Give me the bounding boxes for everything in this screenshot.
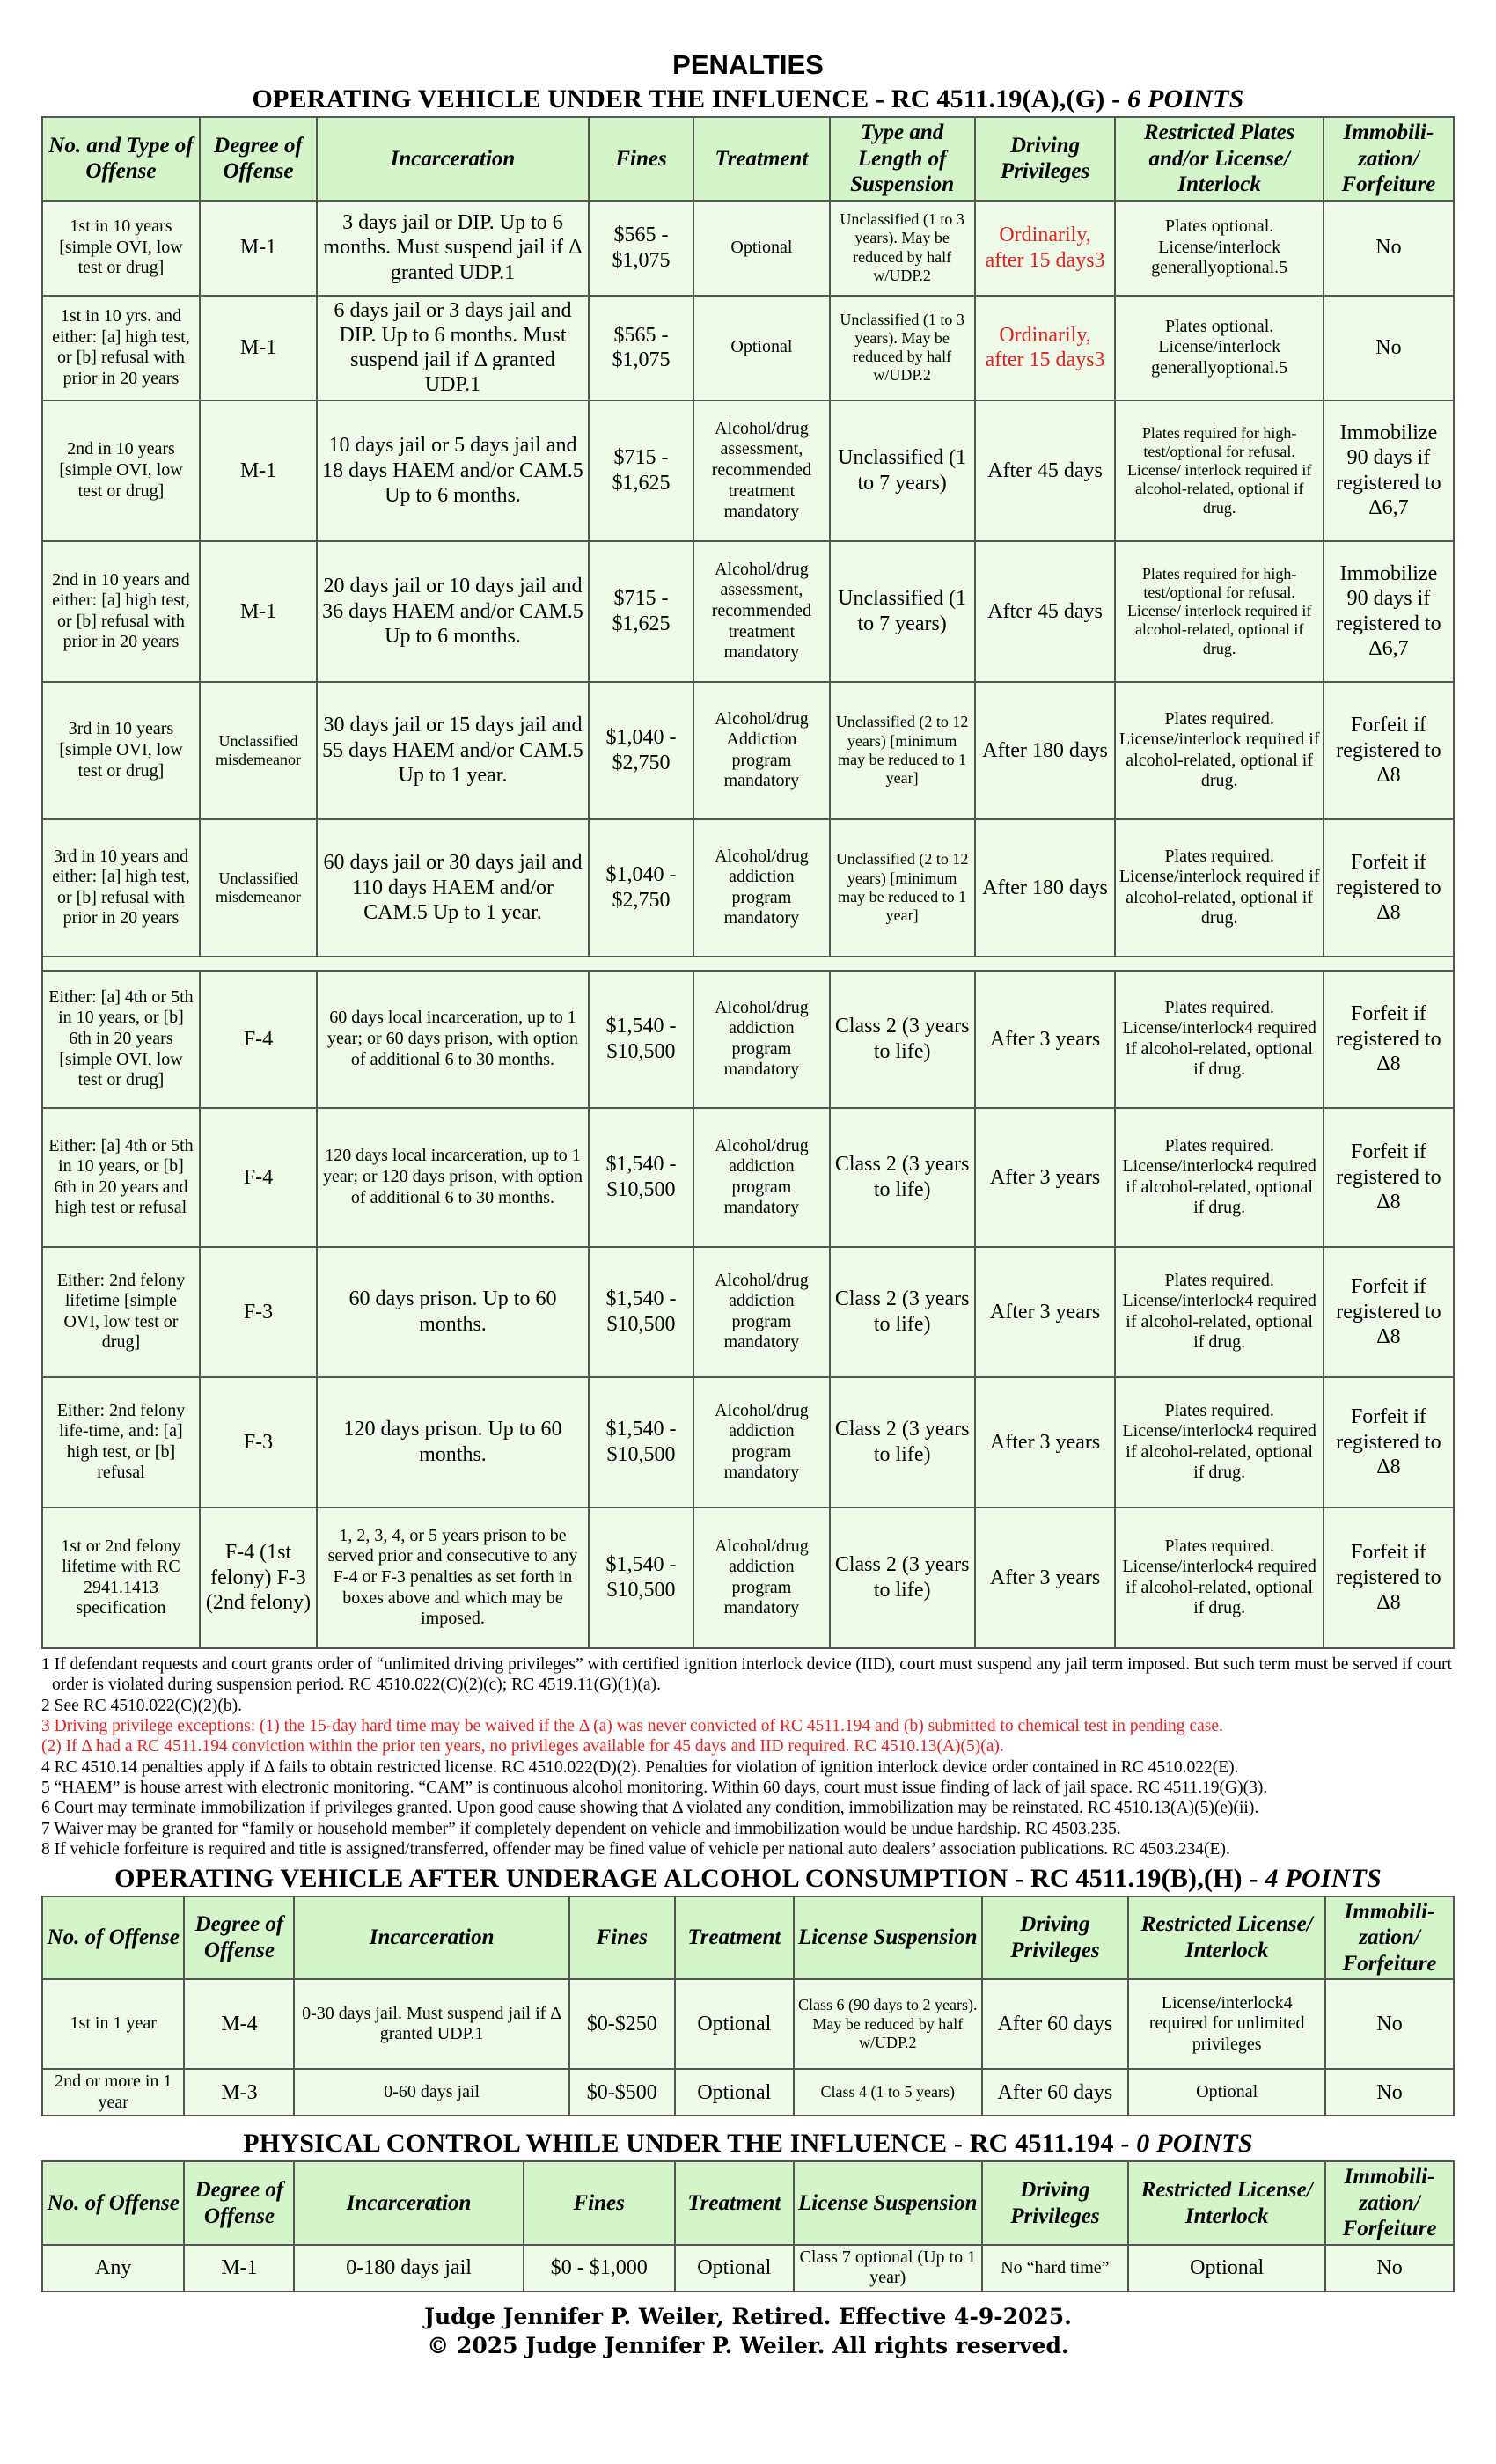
cell-treatment: Optional [675, 2069, 794, 2116]
cell-degree: F-4 (1st felony) F-3 (2nd felony) [200, 1507, 317, 1648]
cell-treatment: Alcohol/drug addiction program mandatory [693, 1507, 829, 1648]
cell-restricted: Optional [1128, 2069, 1325, 2116]
cell-treatment: Optional [693, 296, 829, 400]
cell-incarceration: 3 days jail or DIP. Up to 6 months. Must suspend jail if Δ granted UDP.1 [317, 201, 589, 296]
underage-header-row [42, 1896, 1454, 1980]
cell-incarceration: 0-30 days jail. Must suspend jail if Δ granted UDP.1 [294, 1979, 568, 2069]
header-cell: Degree of Offense [184, 2161, 294, 2245]
header-cell: Fines [524, 2161, 675, 2245]
cell-privileges: After 180 days [975, 682, 1116, 819]
underage-title-text: OPERATING VEHICLE AFTER UNDERAGE ALCOHOL CONSUMPTION - RC 4511.19(B),(H) - [114, 1863, 1265, 1893]
cell-incarceration: 6 days jail or 3 days jail and DIP. Up to 6 months. Must suspend jail if Δ granted UDP.1 [317, 296, 589, 400]
underage-table [41, 1896, 1455, 2117]
cell-suspension: Unclassified (2 to 12 years) [minimum may be reduced to 1 year] [830, 682, 975, 819]
footnote: (2) If Δ had a RC 4511.194 conviction within the prior ten years, no privileges available for 45 days and IID required. RC 4510.13(A)(5)(a). [41, 1737, 1004, 1756]
cell-immob: Forfeit if registered to Δ8 [1324, 971, 1454, 1108]
header-cell: Treatment [675, 2161, 794, 2245]
cell-fines: $0-$250 [569, 1979, 675, 2069]
cell-treatment: Alcohol/drug addiction program mandatory [693, 1377, 829, 1507]
header-cell: Driving Privileges [982, 1896, 1129, 1980]
cell-restricted: Plates required. License/interlock required if alcohol-related, optional if drug. [1115, 682, 1323, 819]
cell-fines: $1,540 - $10,500 [589, 1108, 693, 1247]
footnote: 4 RC 4510.14 penalties apply if Δ fails to obtain restricted license. RC 4510.022(D)(2). Penalties for violation of ignition interlock device order contained in RC 4510.022(E). [41, 1757, 1239, 1777]
footnote: 1 If defendant requests and court grants order of “unlimited driving privileges” with certified ignition interlock device (IID), court must suspend any jail term imposed. But such term must be served if court order is violated during suspension period. RC 4510.022(C)(2)(c); RC 4519.11(G)(1)(a). [41, 1654, 1452, 1695]
cell-privileges: After 3 years [975, 971, 1116, 1108]
cell-treatment: Alcohol/drug Addiction program mandatory [693, 682, 829, 819]
header-cell: No. of Offense [42, 2161, 184, 2245]
cell-restricted: Plates required. License/interlock4 required if alcohol-related, optional if drug. [1115, 1108, 1323, 1247]
ovi-table [41, 116, 1455, 1649]
header-cell: Restricted License/ Interlock [1128, 2161, 1325, 2245]
cell-privileges: After 3 years [975, 1108, 1116, 1247]
cell-immob: No [1325, 2069, 1454, 2116]
table-row [42, 296, 1454, 400]
cell-offense: Either: 2nd felony life-time, and: [a] high test, or [b] refusal [42, 1377, 200, 1507]
cell-degree: M-1 [200, 201, 317, 296]
cell-privileges: Ordinarily, after 15 days3 [975, 201, 1116, 296]
cell-immob: No [1325, 1979, 1454, 2069]
table-row [42, 682, 1454, 819]
physical-title-text: PHYSICAL CONTROL WHILE UNDER THE INFLUENCE - RC 4511.194 - [243, 2129, 1137, 2159]
cell-fines: $1,540 - $10,500 [589, 1507, 693, 1648]
cell-privileges: After 3 years [975, 1247, 1116, 1377]
cell-restricted: Optional [1128, 2245, 1325, 2292]
header-cell: Driving Privileges [975, 117, 1116, 201]
cell-suspension: Unclassified (2 to 12 years) [minimum may be reduced to 1 year] [830, 819, 975, 957]
cell-privileges: After 3 years [975, 1507, 1116, 1648]
cell-incarceration: 1, 2, 3, 4, or 5 years prison to be served prior and consecutive to any F-4 or F-3 penalties as set forth in boxes above and which may be imposed. [317, 1507, 589, 1648]
cell-treatment: Optional [675, 2245, 794, 2292]
cell-suspension: Class 6 (90 days to 2 years). May be reduced by half w/UDP.2 [794, 1979, 982, 2069]
footnote: 3 Driving privilege exceptions: (1) the 15-day hard time may be waived if the Δ (a) was never convicted of RC 4511.194 and (b) submitted to chemical test in pending case. [41, 1716, 1223, 1735]
cell-restricted: Plates optional. License/interlock generallyoptional.5 [1115, 296, 1323, 400]
cell-suspension: Class 2 (3 years to life) [830, 1108, 975, 1247]
cell-suspension: Unclassified (1 to 3 years). May be reduced by half w/UDP.2 [830, 296, 975, 400]
cell-privileges: Ordinarily, after 15 days3 [975, 296, 1116, 400]
cell-restricted: Plates required. License/interlock4 required if alcohol-related, optional if drug. [1115, 1247, 1323, 1377]
cell-fines: $565 - $1,075 [589, 296, 693, 400]
cell-suspension: Unclassified (1 to 7 years) [830, 541, 975, 682]
cell-offense: Any [42, 2245, 184, 2292]
cell-offense: 2nd or more in 1 year [42, 2069, 184, 2116]
cell-treatment: Alcohol/drug addiction program mandatory [693, 1108, 829, 1247]
table-gap [42, 957, 1454, 971]
header-cell: Fines [569, 1896, 675, 1980]
cell-degree: Unclassified misdemeanor [200, 819, 317, 957]
physical-points: 0 POINTS [1136, 2129, 1253, 2159]
cell-suspension: Unclassified (1 to 7 years) [830, 400, 975, 541]
cell-treatment: Alcohol/drug assessment, recommended treatment mandatory [693, 541, 829, 682]
cell-fines: $0 - $1,000 [524, 2245, 675, 2292]
cell-incarceration: 0-60 days jail [294, 2069, 568, 2116]
cell-fines: $1,540 - $10,500 [589, 1377, 693, 1507]
table-row [42, 400, 1454, 541]
cell-fines: $1,540 - $10,500 [589, 1247, 693, 1377]
cell-suspension: Class 2 (3 years to life) [830, 1507, 975, 1648]
copyright-line: © 2025 Judge Jennifer P. Weiler. All rights reserved. [427, 2332, 1069, 2358]
gap-cell [42, 957, 1454, 971]
footnote: 7 Waiver may be granted for “family or household member” if completely dependent on vehicle and immobilization would be undue hardship. RC 4503.235. [41, 1819, 1121, 1838]
cell-degree: F-3 [200, 1377, 317, 1507]
underage-section-title [41, 1864, 1455, 1894]
cell-restricted: Plates optional. License/interlock generallyoptional.5 [1115, 201, 1323, 296]
cell-immob: Forfeit if registered to Δ8 [1324, 1108, 1454, 1247]
footer-line: Judge Jennifer P. Weiler, Retired. Effective 4-9-2025. [424, 2304, 1072, 2330]
table-row [42, 1979, 1454, 2069]
cell-incarceration: 120 days prison. Up to 60 months. [317, 1377, 589, 1507]
cell-immob: No [1324, 201, 1454, 296]
header-cell: No. of Offense [42, 1896, 184, 1980]
cell-offense: Either: [a] 4th or 5th in 10 years, or [b] 6th in 20 years and high test or refusal [42, 1108, 200, 1247]
header-cell: Incarceration [294, 2161, 523, 2245]
cell-offense: 2nd in 10 years and either: [a] high test, or [b] refusal with prior in 20 years [42, 541, 200, 682]
cell-fines: $1,540 - $10,500 [589, 971, 693, 1108]
cell-offense: 1st in 1 year [42, 1979, 184, 2069]
header-cell: License Suspension [794, 2161, 982, 2245]
cell-degree: F-4 [200, 971, 317, 1108]
header-cell: Type and Length of Suspension [830, 117, 975, 201]
ovi-points: 6 POINTS [1127, 84, 1244, 114]
cell-immob: Forfeit if registered to Δ8 [1324, 819, 1454, 957]
cell-immob: No [1325, 2245, 1454, 2292]
cell-degree: M-1 [184, 2245, 294, 2292]
table-row [42, 2245, 1454, 2292]
cell-immob: Forfeit if registered to Δ8 [1324, 1247, 1454, 1377]
physical-section-title [41, 2129, 1455, 2159]
header-cell: Degree of Offense [200, 117, 317, 201]
cell-privileges: After 180 days [975, 819, 1116, 957]
table-row [42, 971, 1454, 1108]
cell-degree: M-1 [200, 541, 317, 682]
cell-fines: $1,040 - $2,750 [589, 682, 693, 819]
header-cell: Driving Privileges [982, 2161, 1129, 2245]
header-cell: Immobili-zation/ Forfeiture [1325, 1896, 1454, 1980]
table-row [42, 541, 1454, 682]
cell-privileges: After 60 days [982, 1979, 1129, 2069]
cell-degree: M-4 [184, 1979, 294, 2069]
header-cell: Immobili-zation/ Forfeiture [1324, 117, 1454, 201]
cell-privileges: After 3 years [975, 1377, 1116, 1507]
cell-degree: Unclassified misdemeanor [200, 682, 317, 819]
header-cell: Restricted License/ Interlock [1128, 1896, 1325, 1980]
table-row [42, 201, 1454, 296]
ovi-header-row [42, 117, 1454, 201]
cell-offense: 1st in 10 years [simple OVI, low test or drug] [42, 201, 200, 296]
ovi-section-title [41, 84, 1455, 114]
cell-immob: Forfeit if registered to Δ8 [1324, 1377, 1454, 1507]
footer [41, 2303, 1455, 2360]
cell-degree: M-1 [200, 296, 317, 400]
table-row [42, 2069, 1454, 2116]
header-cell: Incarceration [294, 1896, 568, 1980]
cell-incarceration: 60 days jail or 30 days jail and 110 days HAEM and/or CAM.5 Up to 1 year. [317, 819, 589, 957]
table-row [42, 819, 1454, 957]
header-cell: Treatment [675, 1896, 794, 1980]
header-cell: Restricted Plates and/or License/ Interlock [1115, 117, 1323, 201]
cell-suspension: Unclassified (1 to 3 years). May be reduced by half w/UDP.2 [830, 201, 975, 296]
cell-treatment: Alcohol/drug addiction program mandatory [693, 819, 829, 957]
cell-offense: Either: [a] 4th or 5th in 10 years, or [b] 6th in 20 years [simple OVI, low test or drug] [42, 971, 200, 1108]
physical-header-row [42, 2161, 1454, 2245]
cell-fines: $715 - $1,625 [589, 541, 693, 682]
footnote: 8 If vehicle forfeiture is required and title is assigned/transferred, offender may be fined value of vehicle per national auto dealers’ association publications. RC 4503.234(E). [41, 1840, 1230, 1859]
cell-incarceration: 20 days jail or 10 days jail and 36 days HAEM and/or CAM.5 Up to 6 months. [317, 541, 589, 682]
cell-treatment: Alcohol/drug addiction program mandatory [693, 1247, 829, 1377]
header-cell: No. and Type of Offense [42, 117, 200, 201]
cell-incarceration: 60 days local incarceration, up to 1 year; or 60 days prison, with option of additional 6 to 30 months. [317, 971, 589, 1108]
cell-offense: 3rd in 10 years and either: [a] high test, or [b] refusal with prior in 20 years [42, 819, 200, 957]
cell-restricted: License/interlock4 required for unlimited privileges [1128, 1979, 1325, 2069]
cell-incarceration: 30 days jail or 15 days jail and 55 days HAEM and/or CAM.5 Up to 1 year. [317, 682, 589, 819]
cell-fines: $0-$500 [569, 2069, 675, 2116]
cell-suspension: Class 4 (1 to 5 years) [794, 2069, 982, 2116]
cell-immob: No [1324, 296, 1454, 400]
physical-table [41, 2160, 1455, 2292]
cell-immob: Forfeit if registered to Δ8 [1324, 1507, 1454, 1648]
cell-offense: 3rd in 10 years [simple OVI, low test or drug] [42, 682, 200, 819]
cell-degree: M-3 [184, 2069, 294, 2116]
ovi-title-text: OPERATING VEHICLE UNDER THE INFLUENCE - RC 4511.19(A),(G) - [252, 84, 1128, 114]
footnote: 5 “HAEM” is house arrest with electronic monitoring. “CAM” is continuous alcohol monitoring. Within 60 days, court must issue finding of lack of jail space. RC 4511.19(G)(3). [41, 1778, 1268, 1798]
cell-suspension: Class 7 optional (Up to 1 year) [794, 2245, 982, 2292]
cell-treatment: Alcohol/drug addiction program mandatory [693, 971, 829, 1108]
table-row [42, 1247, 1454, 1377]
cell-treatment: Optional [675, 1979, 794, 2069]
header-cell: Degree of Offense [184, 1896, 294, 1980]
cell-incarceration: 120 days local incarceration, up to 1 year; or 120 days prison, with option of additional 6 to 30 months. [317, 1108, 589, 1247]
cell-restricted: Plates required. License/interlock4 required if alcohol-related, optional if drug. [1115, 1377, 1323, 1507]
header-cell: Immobili-zation/ Forfeiture [1325, 2161, 1454, 2245]
cell-offense: Either: 2nd felony lifetime [simple OVI, low test or drug] [42, 1247, 200, 1377]
cell-privileges: After 45 days [975, 541, 1116, 682]
cell-privileges: After 45 days [975, 400, 1116, 541]
header-cell: Fines [589, 117, 693, 201]
cell-restricted: Plates required for high-test/optional for refusal. License/ interlock required if alcohol-related, optional if drug. [1115, 400, 1323, 541]
cell-restricted: Plates required for high-test/optional for refusal. License/ interlock required if alcohol-related, optional if drug. [1115, 541, 1323, 682]
cell-offense: 2nd in 10 years [simple OVI, low test or drug] [42, 400, 200, 541]
cell-immob: Forfeit if registered to Δ8 [1324, 682, 1454, 819]
cell-degree: M-1 [200, 400, 317, 541]
cell-privileges: After 60 days [982, 2069, 1129, 2116]
header-cell: Incarceration [317, 117, 589, 201]
cell-fines: $565 - $1,075 [589, 201, 693, 296]
cell-degree: F-4 [200, 1108, 317, 1247]
cell-incarceration: 0-180 days jail [294, 2245, 523, 2292]
cell-privileges: No “hard time” [982, 2245, 1129, 2292]
cell-offense: 1st or 2nd felony lifetime with RC 2941.1413 specification [42, 1507, 200, 1648]
cell-fines: $1,040 - $2,750 [589, 819, 693, 957]
cell-immob: Immobilize 90 days if registered to Δ6,7 [1324, 400, 1454, 541]
footnote: 2 See RC 4510.022(C)(2)(b). [41, 1696, 243, 1715]
cell-suspension: Class 2 (3 years to life) [830, 971, 975, 1108]
cell-suspension: Class 2 (3 years to life) [830, 1377, 975, 1507]
cell-restricted: Plates required. License/interlock4 required if alcohol-related, optional if drug. [1115, 971, 1323, 1108]
header-cell: Treatment [693, 117, 829, 201]
cell-incarceration: 10 days jail or 5 days jail and 18 days HAEM and/or CAM.5 Up to 6 months. [317, 400, 589, 541]
underage-points: 4 POINTS [1265, 1863, 1382, 1893]
cell-degree: F-3 [200, 1247, 317, 1377]
page-title: PENALTIES [672, 49, 824, 80]
cell-restricted: Plates required. License/interlock4 required if alcohol-related, optional if drug. [1115, 1507, 1323, 1648]
ovi-footnotes [41, 1654, 1455, 1860]
footnote: 6 Court may terminate immobilization if privileges granted. Upon good cause showing that Δ violated any condition, immobilization may be reinstated. RC 4510.13(A)(5)(e)(ii). [41, 1799, 1259, 1818]
table-row [42, 1507, 1454, 1648]
cell-restricted: Plates required. License/interlock required if alcohol-related, optional if drug. [1115, 819, 1323, 957]
table-row [42, 1108, 1454, 1247]
cell-suspension: Class 2 (3 years to life) [830, 1247, 975, 1377]
cell-treatment: Alcohol/drug assessment, recommended treatment mandatory [693, 400, 829, 541]
header-cell: License Suspension [794, 1896, 982, 1980]
penalties-page [41, 35, 1455, 2360]
cell-immob: Immobilize 90 days if registered to Δ6,7 [1324, 541, 1454, 682]
cell-offense: 1st in 10 yrs. and either: [a] high test, or [b] refusal with prior in 20 years [42, 296, 200, 400]
cell-incarceration: 60 days prison. Up to 60 months. [317, 1247, 589, 1377]
cell-fines: $715 - $1,625 [589, 400, 693, 541]
table-row [42, 1377, 1454, 1507]
cell-treatment: Optional [693, 201, 829, 296]
